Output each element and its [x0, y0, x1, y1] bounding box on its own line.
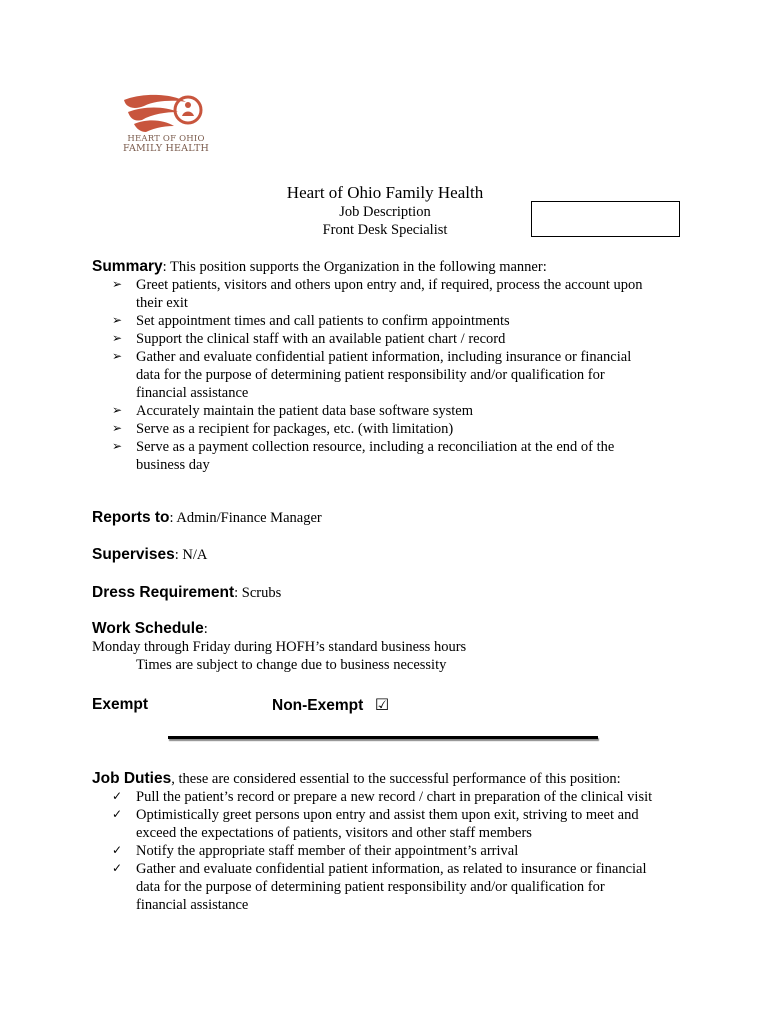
summary-item-bullet-icon: ➢ [112, 439, 123, 453]
summary-intro: : This position supports the Organization in the following manner: [162, 259, 547, 275]
exempt-label: Exempt [92, 696, 148, 713]
schedule-heading [92, 620, 208, 638]
job-duty-item-line: exceed the expectations of patients, visitors and other staff members [136, 825, 532, 841]
logo-line-2: FAMILY HEALTH [123, 143, 209, 154]
summary-item-line: Support the clinical staff with an available patient chart / record [136, 331, 506, 347]
summary-item [136, 420, 696, 438]
summary-item-line: Gather and evaluate confidential patient information, including insurance or financial [136, 349, 632, 365]
job-duties-heading [92, 770, 621, 788]
logo-wordmark [106, 134, 226, 154]
summary-item [136, 402, 696, 420]
summary-item [136, 348, 696, 402]
reports-to-row [92, 509, 322, 527]
schedule-colon: : [203, 621, 208, 637]
dress-value: : Scrubs [234, 585, 282, 601]
summary-item-line: financial assistance [136, 385, 249, 401]
summary-heading [92, 258, 547, 276]
job-duty-item-line: Notify the appropriate staff member of their appointment’s arrival [136, 843, 519, 859]
empty-box [531, 201, 680, 237]
job-duty-item-line: financial assistance [136, 897, 249, 913]
summary-item-line: Greet patients, visitors and others upon entry and, if required, process the account upon [136, 277, 643, 293]
nonexempt-checkbox-icon: ☑ [374, 695, 390, 714]
job-duty-item-bullet-icon: ✓ [112, 861, 123, 875]
job-duty-item-bullet-icon: ✓ [112, 843, 123, 857]
dress-label: Dress Requirement [92, 584, 235, 601]
job-duty-item [136, 860, 696, 914]
summary-item-bullet-icon: ➢ [112, 403, 123, 417]
reports-to-label: Reports to [92, 509, 170, 526]
job-duty-item-line: Gather and evaluate confidential patient information, as related to insurance or financial [136, 861, 647, 877]
summary-item [136, 312, 696, 330]
supervises-value: : N/A [174, 547, 208, 563]
job-duty-item-line: Optimistically greet persons upon entry and assist them upon exit, striving to meet and [136, 807, 639, 823]
dress-row [92, 584, 281, 602]
summary-item [136, 438, 696, 474]
nonexempt-row [272, 695, 389, 715]
summary-item [136, 276, 696, 312]
job-duty-item-line: Pull the patient’s record or prepare a new record / chart in preparation of the clinical visit [136, 789, 653, 805]
schedule-label: Work Schedule [92, 620, 204, 637]
job-duty-item-bullet-icon: ✓ [112, 807, 123, 821]
supervises-label: Supervises [92, 546, 175, 563]
summary-item [136, 330, 696, 348]
logo-line-1: HEART OF OHIO [127, 134, 205, 144]
summary-item-line: Set appointment times and call patients to confirm appointments [136, 313, 510, 329]
section-divider [168, 736, 598, 739]
job-duty-item [136, 788, 696, 806]
summary-item-line: Serve as a recipient for packages, etc. (with limitation) [136, 421, 454, 437]
summary-item-bullet-icon: ➢ [112, 313, 123, 327]
job-duty-item-line: data for the purpose of determining patient responsibility and/or qualification for [136, 879, 605, 895]
reports-to-value: : Admin/Finance Manager [169, 510, 322, 526]
job-duty-item [136, 842, 696, 860]
summary-item-bullet-icon: ➢ [112, 277, 123, 291]
job-duty-item [136, 806, 696, 842]
document-title: Heart of Ohio Family Health [286, 183, 484, 202]
job-duty-item-bullet-icon: ✓ [112, 789, 123, 803]
summary-item-bullet-icon: ➢ [112, 331, 123, 345]
summary-item-line: Accurately maintain the patient data base software system [136, 403, 473, 419]
schedule-line-2: Times are subject to change due to business necessity [136, 657, 447, 673]
supervises-row [92, 546, 207, 564]
summary-item-line: their exit [136, 295, 188, 311]
summary-item-line: business day [136, 457, 210, 473]
summary-item-line: data for the purpose of determining patient responsibility and/or qualification for [136, 367, 605, 383]
summary-label: Summary [92, 258, 163, 275]
document-subtitle: Job Description [339, 204, 431, 220]
schedule-line-1: Monday through Friday during HOFH’s standard business hours [92, 639, 467, 655]
summary-item-bullet-icon: ➢ [112, 421, 123, 435]
summary-item-bullet-icon: ➢ [112, 349, 123, 363]
nonexempt-label: Non-Exempt [272, 697, 364, 714]
job-duties-label: Job Duties [92, 770, 172, 787]
summary-item-line: Serve as a payment collection resource, including a reconciliation at the end of the [136, 439, 615, 455]
position-title: Front Desk Specialist [322, 222, 448, 238]
job-duties-intro: , these are considered essential to the successful performance of this position: [171, 771, 621, 787]
